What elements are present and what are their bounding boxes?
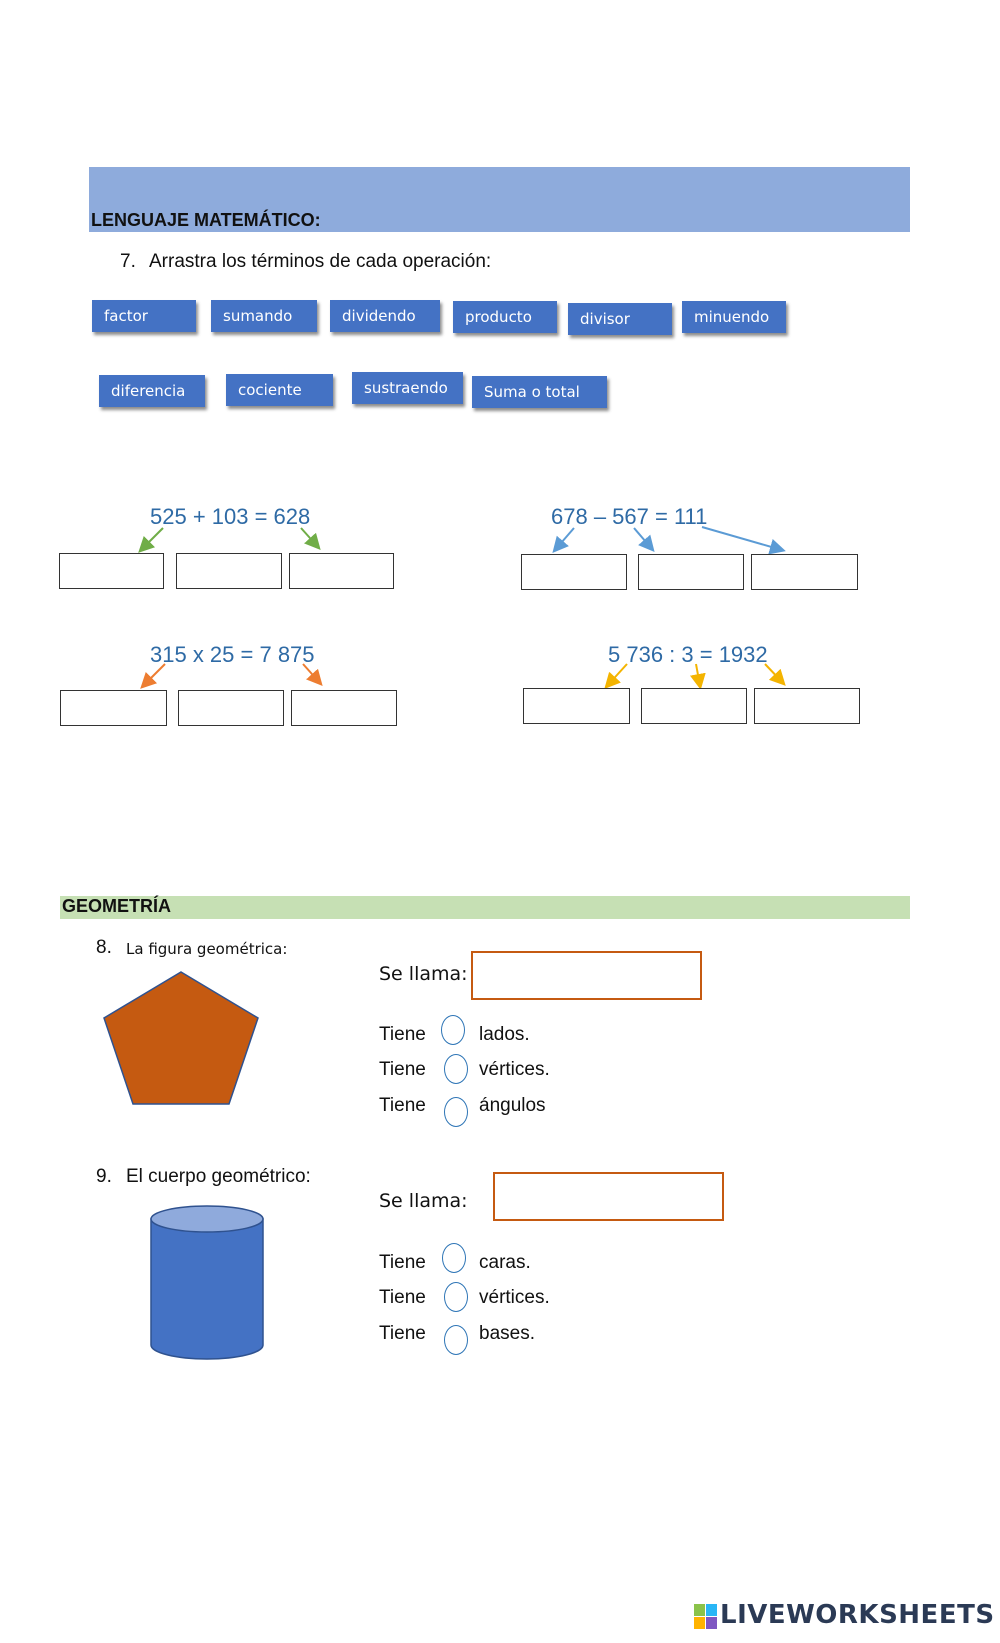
liveworksheets-logo-icon: [694, 1604, 718, 1630]
q9-name-label: Se llama:: [379, 1190, 468, 1212]
term-chip-diferencia[interactable]: diferencia: [99, 375, 205, 407]
q9-name-input[interactable]: [493, 1172, 724, 1221]
section-title-geometria: GEOMETRÍA: [62, 896, 172, 916]
arrow-sub-left: [555, 528, 574, 550]
term-chip-producto[interactable]: producto: [453, 301, 557, 333]
q9-caras-circle-input[interactable]: [442, 1243, 466, 1273]
q8-row-1-prefix: Tiene: [379, 1024, 426, 1045]
drop-box-div-1[interactable]: [523, 688, 630, 724]
question-9-number: 9.: [96, 1166, 112, 1187]
equation-addition: 525 + 103 = 628: [150, 504, 311, 529]
drop-box-add-3[interactable]: [289, 553, 394, 589]
drop-box-div-2[interactable]: [641, 688, 747, 724]
arrow-sub-middle: [634, 528, 652, 549]
question-8-text: La figura geométrica:: [126, 940, 288, 958]
question-9-text: El cuerpo geométrico:: [126, 1166, 311, 1187]
equation-division: 5 736 : 3 = 1932: [608, 642, 768, 667]
term-chip-suma-o-total[interactable]: Suma o total: [472, 376, 607, 408]
pentagon-shape: [100, 968, 262, 1108]
drop-box-sub-1[interactable]: [521, 554, 627, 590]
cylinder-shape: [148, 1204, 266, 1362]
section-header-band-geometria: [60, 896, 910, 919]
arrow-add-right: [301, 528, 318, 547]
term-chip-dividendo[interactable]: dividendo: [330, 300, 440, 332]
q8-name-input[interactable]: [471, 951, 702, 1000]
drop-box-mul-1[interactable]: [60, 690, 167, 726]
q8-angulos-circle-input[interactable]: [444, 1097, 468, 1127]
equation-multiplication: 315 x 25 = 7 875: [150, 642, 315, 667]
arrow-sub-right: [702, 527, 782, 550]
q9-row-1-suffix: caras.: [479, 1252, 531, 1273]
q9-row-3-suffix: bases.: [479, 1323, 535, 1344]
drop-box-mul-3[interactable]: [291, 690, 397, 726]
q9-row-2-suffix: vértices.: [479, 1287, 550, 1308]
q8-row-1-suffix: lados.: [479, 1024, 530, 1045]
section-title-lenguaje: LENGUAJE MATEMÁTICO:: [91, 210, 321, 230]
drop-box-div-3[interactable]: [754, 688, 860, 724]
q9-vertices-circle-input[interactable]: [444, 1282, 468, 1312]
equation-subtraction: 678 – 567 = 111: [551, 504, 708, 529]
term-chip-cociente[interactable]: cociente: [226, 374, 333, 406]
drop-box-sub-3[interactable]: [751, 554, 858, 590]
term-chip-divisor[interactable]: divisor: [568, 303, 672, 335]
arrow-add-left: [141, 528, 163, 550]
term-chip-sustraendo[interactable]: sustraendo: [352, 372, 463, 404]
drop-box-add-1[interactable]: [59, 553, 164, 589]
term-chip-factor[interactable]: factor: [92, 300, 196, 332]
q8-row-3-prefix: Tiene: [379, 1095, 426, 1116]
q9-bases-circle-input[interactable]: [444, 1325, 468, 1355]
arrow-div-right: [765, 664, 783, 683]
q8-row-2-suffix: vértices.: [479, 1059, 550, 1080]
question-8-number: 8.: [96, 937, 112, 958]
drop-box-sub-2[interactable]: [638, 554, 744, 590]
liveworksheets-logo-text: LIVEWORKSHEETS: [720, 1600, 995, 1630]
q8-name-label: Se llama:: [379, 963, 468, 985]
drop-box-mul-2[interactable]: [178, 690, 284, 726]
term-chip-sumando[interactable]: sumando: [211, 300, 317, 332]
q8-row-2-prefix: Tiene: [379, 1059, 426, 1080]
q9-row-1-prefix: Tiene: [379, 1252, 426, 1273]
question-7-number: 7.: [120, 251, 136, 272]
drop-box-add-2[interactable]: [176, 553, 282, 589]
q8-row-3-suffix: ángulos: [479, 1095, 546, 1116]
q9-row-2-prefix: Tiene: [379, 1287, 426, 1308]
q8-vertices-circle-input[interactable]: [444, 1054, 468, 1084]
q8-lados-circle-input[interactable]: [441, 1015, 465, 1045]
q9-row-3-prefix: Tiene: [379, 1323, 426, 1344]
term-chip-minuendo[interactable]: minuendo: [682, 301, 786, 333]
question-7-text: Arrastra los términos de cada operación:: [149, 251, 492, 272]
